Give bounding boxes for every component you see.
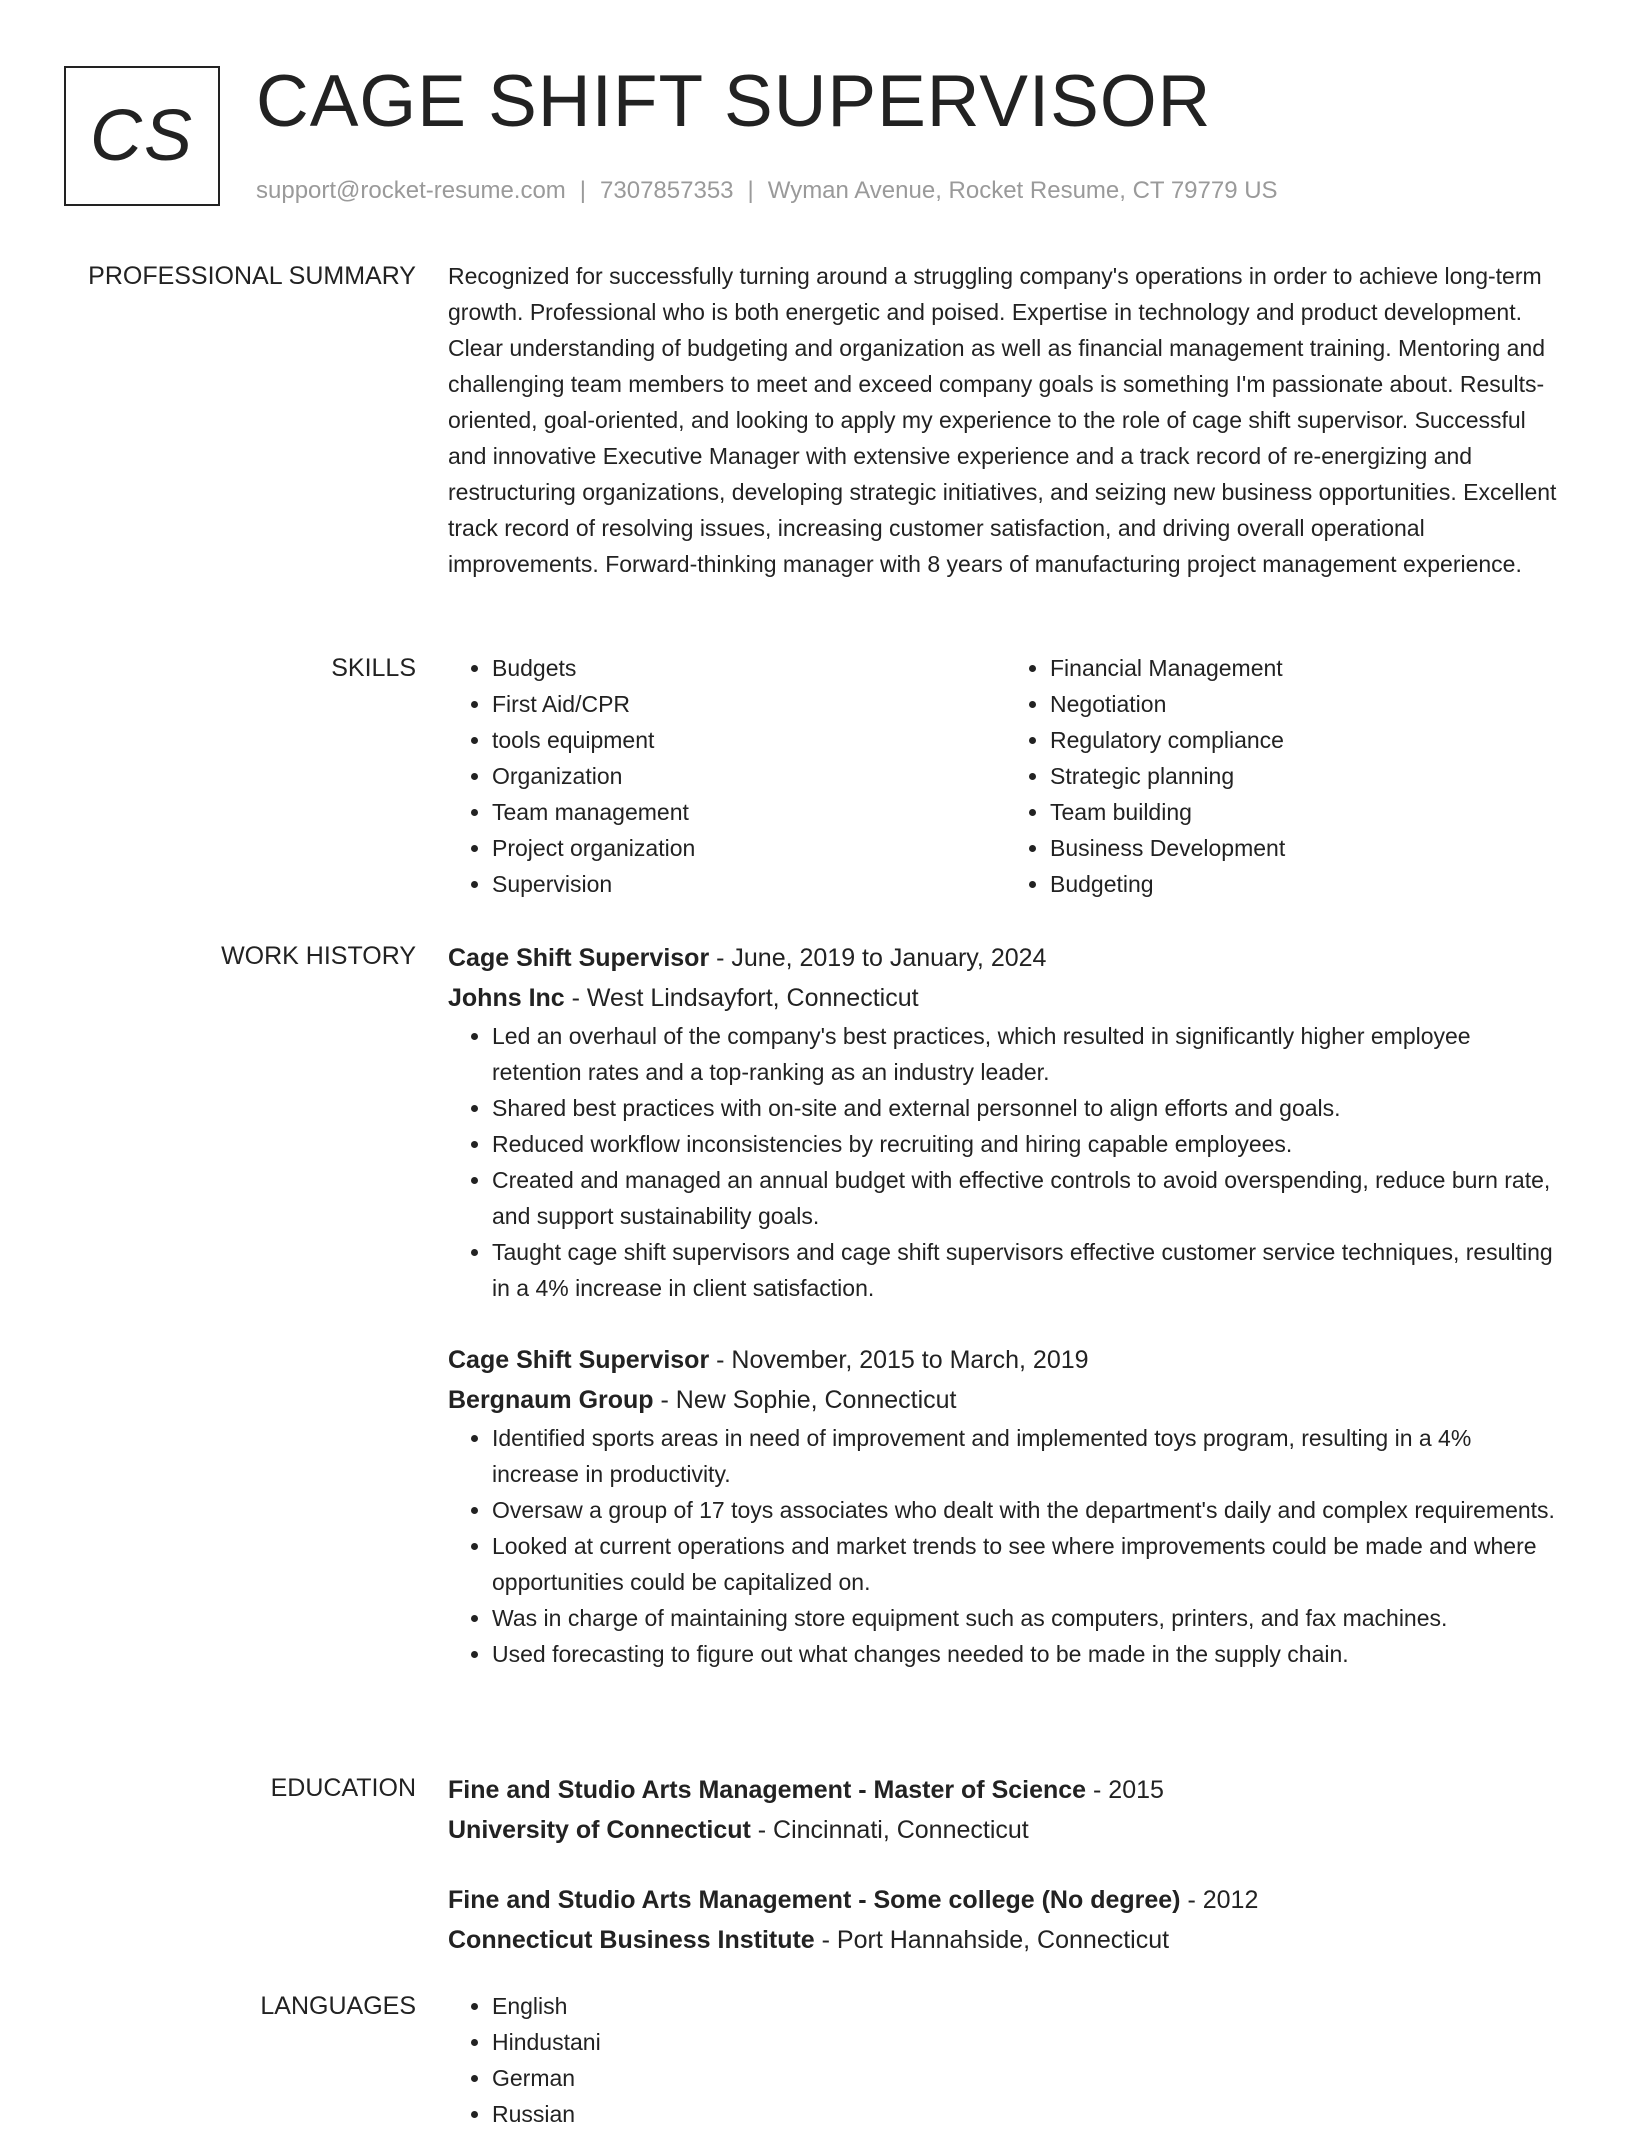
- job-duty: • Taught cage shift supervisors and cage shift supervisors effective customer service techniques, resulting in a 4% increase in client satisfaction.: [492, 1234, 1564, 1306]
- skills-heading: SKILLS: [331, 654, 416, 682]
- job-duties-list: [448, 1018, 1564, 1306]
- education-school: University of Connecticut: [448, 1816, 751, 1844]
- skill-item: • Budgeting: [1050, 866, 1564, 902]
- languages-list: [448, 1988, 1564, 2132]
- job-dates: - November, 2015 to March, 2019: [709, 1346, 1089, 1374]
- skill-item: • Financial Management: [1050, 650, 1564, 686]
- skills-list-right: [1006, 650, 1564, 902]
- education-year: - 2015: [1086, 1776, 1164, 1804]
- education-year: - 2012: [1180, 1886, 1259, 1914]
- job-entry: [448, 1340, 1564, 1672]
- skill-item: • Team building: [1050, 794, 1564, 830]
- skill-item: • tools equipment: [492, 722, 1006, 758]
- education-entry: [448, 1880, 1564, 1960]
- languages-heading: LANGUAGES: [260, 1992, 416, 2020]
- contact-separator: |: [579, 177, 587, 204]
- education-degree: Fine and Studio Arts Management - Some college (No degree): [448, 1886, 1181, 1914]
- summary-heading: PROFESSIONAL SUMMARY: [88, 262, 416, 290]
- job-duty: • Oversaw a group of 17 toys associates who dealt with the department's daily and complex requirements.: [492, 1492, 1564, 1528]
- education-school: Connecticut Business Institute: [448, 1926, 815, 1954]
- job-title-line: [448, 938, 1564, 978]
- language-item: • Russian: [492, 2096, 1564, 2132]
- job-duty: • Was in charge of maintaining store equipment such as computers, printers, and fax machines.: [492, 1600, 1564, 1636]
- education-degree-line: [448, 1880, 1564, 1920]
- skill-item: • Business Development: [1050, 830, 1564, 866]
- education-location: - Port Hannahside, Connecticut: [814, 1926, 1170, 1954]
- contact-phone: 7307857353: [600, 177, 734, 204]
- education-degree-line: [448, 1770, 1564, 1810]
- language-item: • German: [492, 2060, 1564, 2096]
- skill-item: • Negotiation: [1050, 686, 1564, 722]
- resume-name: CAGE SHIFT SUPERVISOR: [256, 61, 1212, 142]
- job-duty: • Identified sports areas in need of improvement and implemented toys program, resulting in a 4% increase in productivity.: [492, 1420, 1564, 1492]
- education-school-line: [448, 1920, 1564, 1960]
- job-duty: • Shared best practices with on-site and external personnel to align efforts and goals.: [492, 1090, 1564, 1126]
- skills-list-left: [448, 650, 1006, 902]
- job-duty: • Looked at current operations and market trends to see where improvements could be made and where opportunities could be capitalized on.: [492, 1528, 1564, 1600]
- education-degree: Fine and Studio Arts Management - Master of Science: [448, 1776, 1087, 1804]
- contact-address: Wyman Avenue, Rocket Resume, CT 79779 US: [767, 177, 1278, 204]
- job-title: Cage Shift Supervisor: [448, 944, 710, 972]
- monogram-box: [64, 66, 220, 206]
- job-employer-line: [448, 978, 1564, 1018]
- skill-item: • Supervision: [492, 866, 1006, 902]
- job-duty: • Led an overhaul of the company's best practices, which resulted in significantly higher employee retention rates and a top-ranking as an industry leader.: [492, 1018, 1564, 1090]
- job-duty: • Used forecasting to figure out what changes needed to be made in the supply chain.: [492, 1636, 1564, 1672]
- contact-separator: |: [747, 177, 754, 204]
- contact-line: [256, 174, 1278, 208]
- skill-item: • Strategic planning: [1050, 758, 1564, 794]
- skill-item: • Project organization: [492, 830, 1006, 866]
- job-title: Cage Shift Supervisor: [448, 1346, 710, 1374]
- monogram-initials: CS: [89, 96, 195, 176]
- job-employer: Johns Inc: [448, 984, 565, 1012]
- job-employer: Bergnaum Group: [448, 1386, 654, 1414]
- skill-item: • Organization: [492, 758, 1006, 794]
- language-item: • Hindustani: [492, 2024, 1564, 2060]
- job-dates: - June, 2019 to January, 2024: [709, 944, 1047, 972]
- skill-item: • First Aid/CPR: [492, 686, 1006, 722]
- job-duty: • Reduced workflow inconsistencies by recruiting and hiring capable employees.: [492, 1126, 1564, 1162]
- skill-item: • Regulatory compliance: [1050, 722, 1564, 758]
- skill-item: • Team management: [492, 794, 1006, 830]
- contact-email: support@rocket-resume.com: [256, 177, 566, 204]
- job-employer-line: [448, 1380, 1564, 1420]
- job-duty: • Created and managed an annual budget with effective controls to avoid overspending, reduce burn rate, and support sustainability goals.: [492, 1162, 1564, 1234]
- education-heading: EDUCATION: [270, 1774, 416, 1802]
- summary-text: Recognized for successfully turning around a struggling company's operations in order to achieve long-term growth. Professional who is both energetic and poised. Expertise in technology and product development. Clear understanding of budgeting and organization as well as financial management training. Mentoring and challenging team members to meet and exceed company goals is something I'm passionate about. Results-oriented, goal-oriented, and looking to apply my experience to the role of cage shift supervisor. Successful and innovative Executive Manager with extensive experience and a track record of re-energizing and restructuring organizations, developing strategic initiatives, and seizing new business opportunities. Excellent track record of resolving issues, increasing customer satisfaction, and driving overall operational improvements. Forward-thinking manager with 8 years of manufacturing project management experience.: [448, 263, 1557, 577]
- skill-item: • Budgets: [492, 650, 1006, 686]
- education-school-line: [448, 1810, 1564, 1850]
- job-location: - West Lindsayfort, Connecticut: [564, 984, 919, 1012]
- work-history-heading: WORK HISTORY: [221, 942, 416, 970]
- education-entry: [448, 1770, 1564, 1850]
- job-duties-list: [448, 1420, 1564, 1672]
- job-location: - New Sophie, Connecticut: [653, 1386, 957, 1414]
- job-entry: [448, 938, 1564, 1306]
- education-location: - Cincinnati, Connecticut: [750, 1816, 1029, 1844]
- job-title-line: [448, 1340, 1564, 1380]
- language-item: • English: [492, 1988, 1564, 2024]
